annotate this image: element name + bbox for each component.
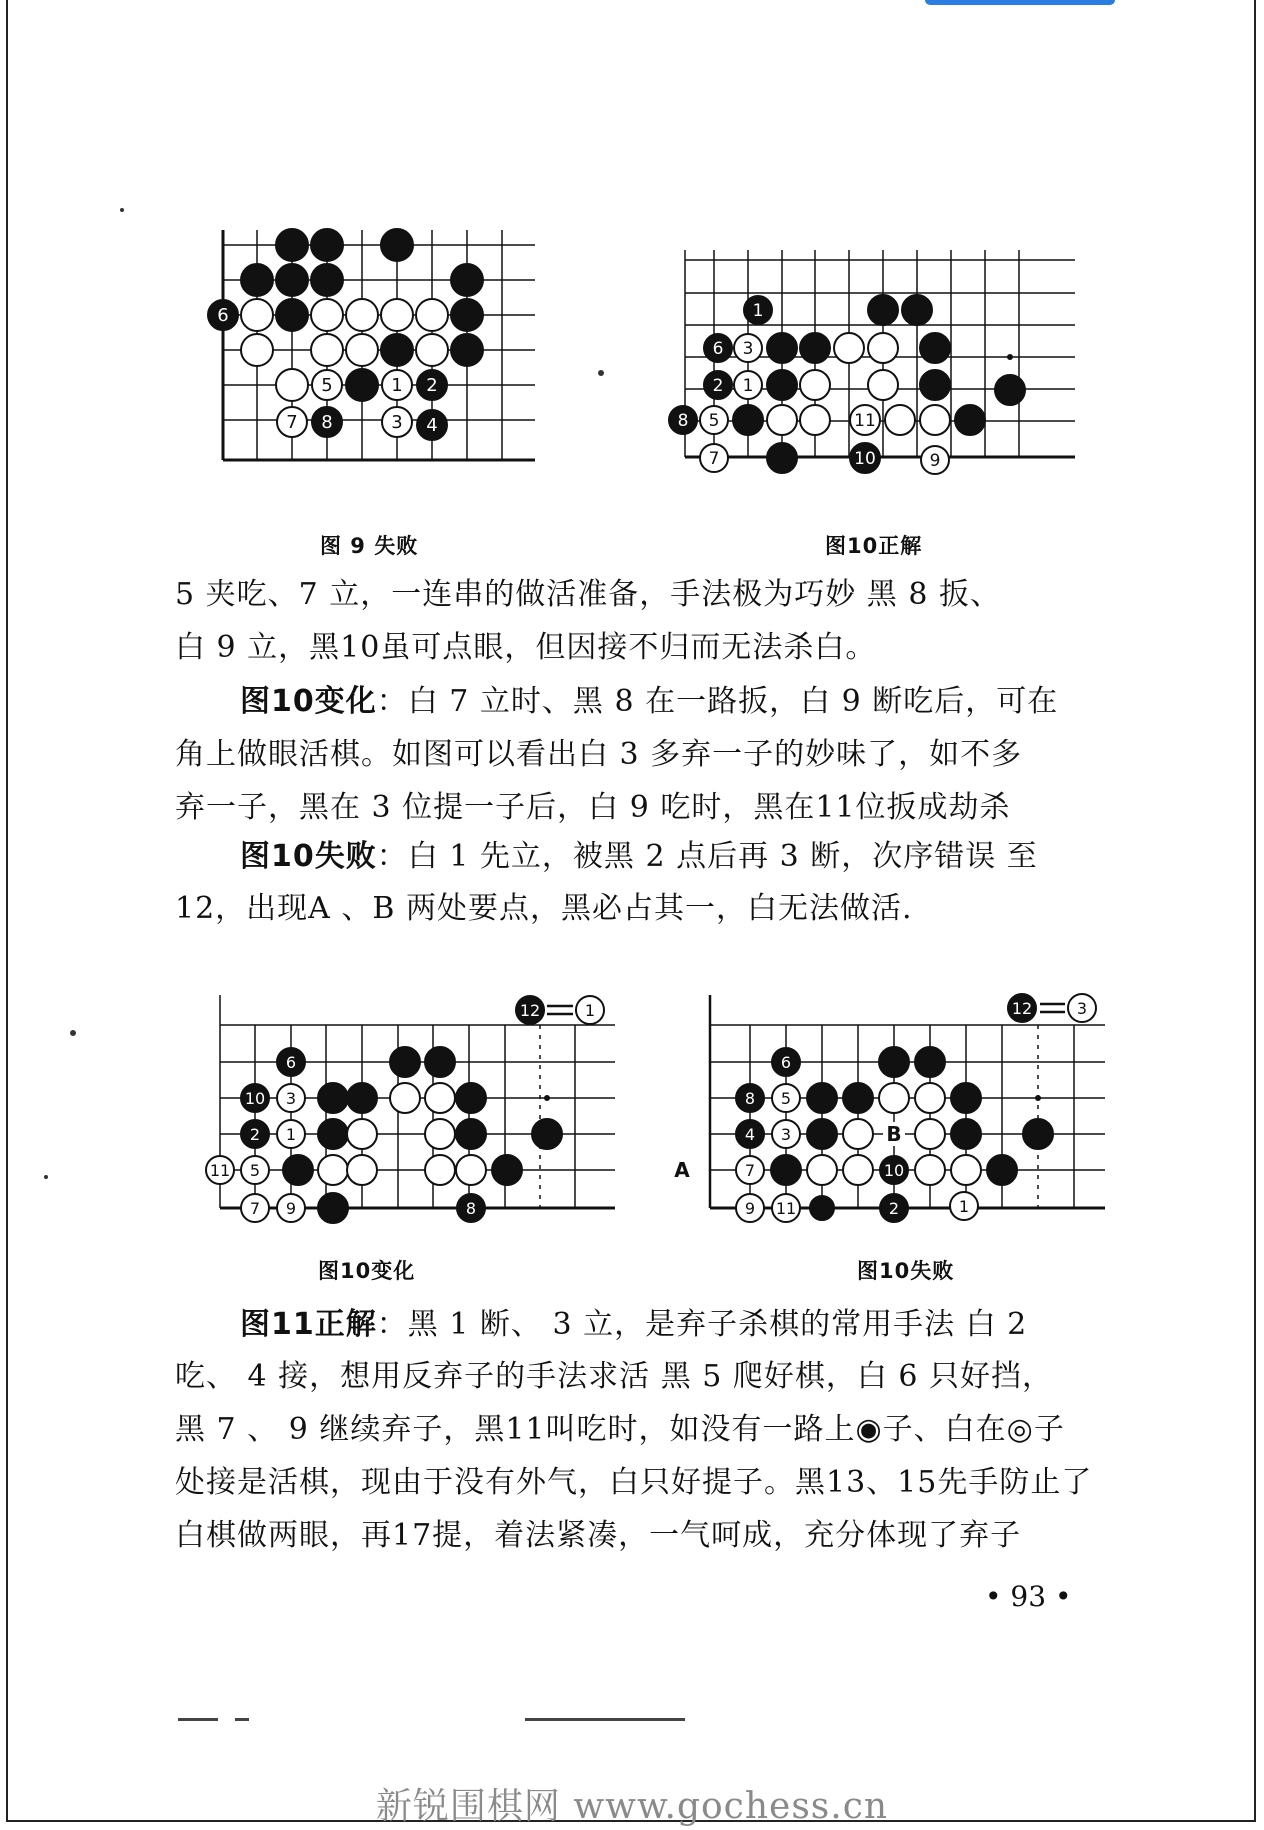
move-label: 6 bbox=[217, 305, 229, 326]
move-label: 3 bbox=[742, 339, 754, 359]
caption-fig9: 图 9 失败 bbox=[320, 534, 419, 558]
scan-artifact bbox=[178, 1718, 218, 1721]
move-label: 5 bbox=[708, 411, 720, 431]
go-board-fig10-correct bbox=[665, 250, 1085, 490]
go-board-fig9 bbox=[205, 225, 555, 495]
move-label: 3 bbox=[391, 412, 403, 433]
move-label: 12 bbox=[519, 1001, 541, 1020]
move-label: 2 bbox=[712, 376, 724, 396]
go-board-fig10-failure bbox=[674, 990, 1120, 1240]
text-line: 白棋做两眼，再17提，着法紧凑，一气呵成，充分体现了弃子 bbox=[175, 1518, 1022, 1553]
move-label: 10 bbox=[244, 1089, 266, 1108]
text-line: 吃、 4 接，想用反弃子的手法求活 黑 5 爬好棋，白 6 只好挡， bbox=[175, 1359, 1054, 1394]
caption-fig10-failure: 图10失败 bbox=[857, 1259, 955, 1283]
scan-artifact bbox=[70, 1030, 76, 1036]
text-line: 黑 7 、 9 继续弃子，黑11叫吃时，如没有一路上◉子、白在◎子 bbox=[175, 1412, 1065, 1447]
move-label: 1 bbox=[752, 301, 764, 321]
page-number: • 93 • bbox=[985, 1580, 1072, 1613]
move-label: 7 bbox=[249, 1199, 261, 1218]
move-label: 2 bbox=[249, 1125, 261, 1144]
move-label: 1 bbox=[285, 1125, 297, 1144]
point-label-a: A bbox=[674, 1158, 690, 1182]
move-label: 6 bbox=[285, 1053, 297, 1072]
paragraph-1 bbox=[175, 568, 1135, 674]
move-label: 5 bbox=[780, 1089, 792, 1108]
move-label: 1 bbox=[391, 375, 403, 396]
scroll-indicator[interactable] bbox=[925, 0, 1115, 5]
move-label: 12 bbox=[1011, 999, 1033, 1018]
scan-artifact bbox=[525, 1718, 685, 1721]
move-label: 6 bbox=[780, 1053, 792, 1072]
diagram-fig10-variation bbox=[195, 990, 625, 1240]
text-line: ：白 1 先立，被黑 2 点后再 3 断，次序错误 至 bbox=[376, 839, 1038, 874]
paragraph-3-cont bbox=[175, 882, 1135, 935]
move-label: 2 bbox=[888, 1199, 900, 1218]
watermark: 新锐围棋网 www.gochess.cn bbox=[375, 1786, 889, 1827]
move-label: 9 bbox=[285, 1199, 297, 1218]
move-label: 3 bbox=[780, 1125, 792, 1144]
move-label: 4 bbox=[744, 1125, 756, 1144]
text-line: 白 9 立，黑10虽可点眼，但因接不归而无法杀白。 bbox=[175, 630, 877, 665]
scan-artifact bbox=[44, 1175, 48, 1179]
move-label: 11 bbox=[854, 411, 876, 431]
move-label: 11 bbox=[209, 1161, 231, 1180]
move-label: 10 bbox=[854, 449, 876, 469]
move-label: 2 bbox=[426, 375, 438, 396]
paragraph-3 bbox=[240, 830, 1200, 883]
move-label: 5 bbox=[321, 375, 333, 396]
move-label: 7 bbox=[286, 412, 298, 433]
move-label: 1 bbox=[584, 1001, 596, 1020]
move-label: 1 bbox=[742, 376, 754, 396]
section-heading: 图11正解 bbox=[240, 1307, 377, 1342]
text-line: ：白 7 立时、黑 8 在一路扳，白 9 断吃后，可在 bbox=[376, 684, 1059, 719]
paragraph-4 bbox=[240, 1298, 1200, 1351]
move-label: 6 bbox=[712, 339, 724, 359]
paragraph-2 bbox=[240, 675, 1200, 728]
scan-artifact bbox=[235, 1718, 249, 1721]
diagram-fig10-correct bbox=[665, 250, 1085, 490]
move-label: 8 bbox=[677, 411, 689, 431]
text-line: 弃一子，黑在 3 位提一子后，白 9 吃时，黑在11位扳成劫杀 bbox=[175, 790, 1011, 825]
caption-fig10-variation: 图10变化 bbox=[318, 1259, 416, 1283]
move-label: 9 bbox=[929, 451, 941, 471]
go-board-fig10-variation bbox=[195, 990, 625, 1240]
diagram-fig9 bbox=[205, 225, 555, 495]
paragraph-4-cont bbox=[175, 1350, 1135, 1562]
scan-artifact bbox=[598, 370, 604, 376]
point-label-b: B bbox=[886, 1122, 902, 1146]
section-heading: 图10失败 bbox=[240, 839, 377, 874]
text-line: ：黑 1 断、 3 立，是弃子杀棋的常用手法 白 2 bbox=[376, 1307, 1028, 1342]
move-label: 8 bbox=[465, 1199, 477, 1218]
diagram-fig10-failure bbox=[674, 990, 1120, 1240]
move-label: 11 bbox=[775, 1199, 797, 1218]
paragraph-2-cont bbox=[175, 728, 1135, 834]
move-label: 8 bbox=[321, 412, 333, 433]
move-label: 9 bbox=[744, 1199, 756, 1218]
move-label: 7 bbox=[744, 1161, 756, 1180]
section-heading: 图10变化 bbox=[240, 684, 377, 719]
move-label: 7 bbox=[708, 449, 720, 469]
move-label: 5 bbox=[249, 1161, 261, 1180]
move-label: 3 bbox=[285, 1089, 297, 1108]
text-line: 12，出现A 、B 两处要点，黑必占其一，白无法做活. bbox=[175, 891, 913, 926]
move-label: 4 bbox=[426, 415, 438, 436]
scan-artifact bbox=[120, 208, 124, 212]
move-label: 10 bbox=[883, 1161, 905, 1180]
text-line: 5 夹吃、7 立，一连串的做活准备，手法极为巧妙 黑 8 扳、 bbox=[175, 577, 1001, 612]
text-line: 处接是活棋，现由于没有外气，白只好提子。黑13、15先手防止了 bbox=[175, 1465, 1093, 1500]
move-label: 8 bbox=[744, 1089, 756, 1108]
move-label: 3 bbox=[1076, 999, 1088, 1018]
caption-fig10-correct: 图10正解 bbox=[825, 534, 923, 558]
text-line: 角上做眼活棋。如图可以看出白 3 多弃一子的妙味了，如不多 bbox=[175, 737, 1023, 772]
move-label: 1 bbox=[958, 1197, 970, 1216]
